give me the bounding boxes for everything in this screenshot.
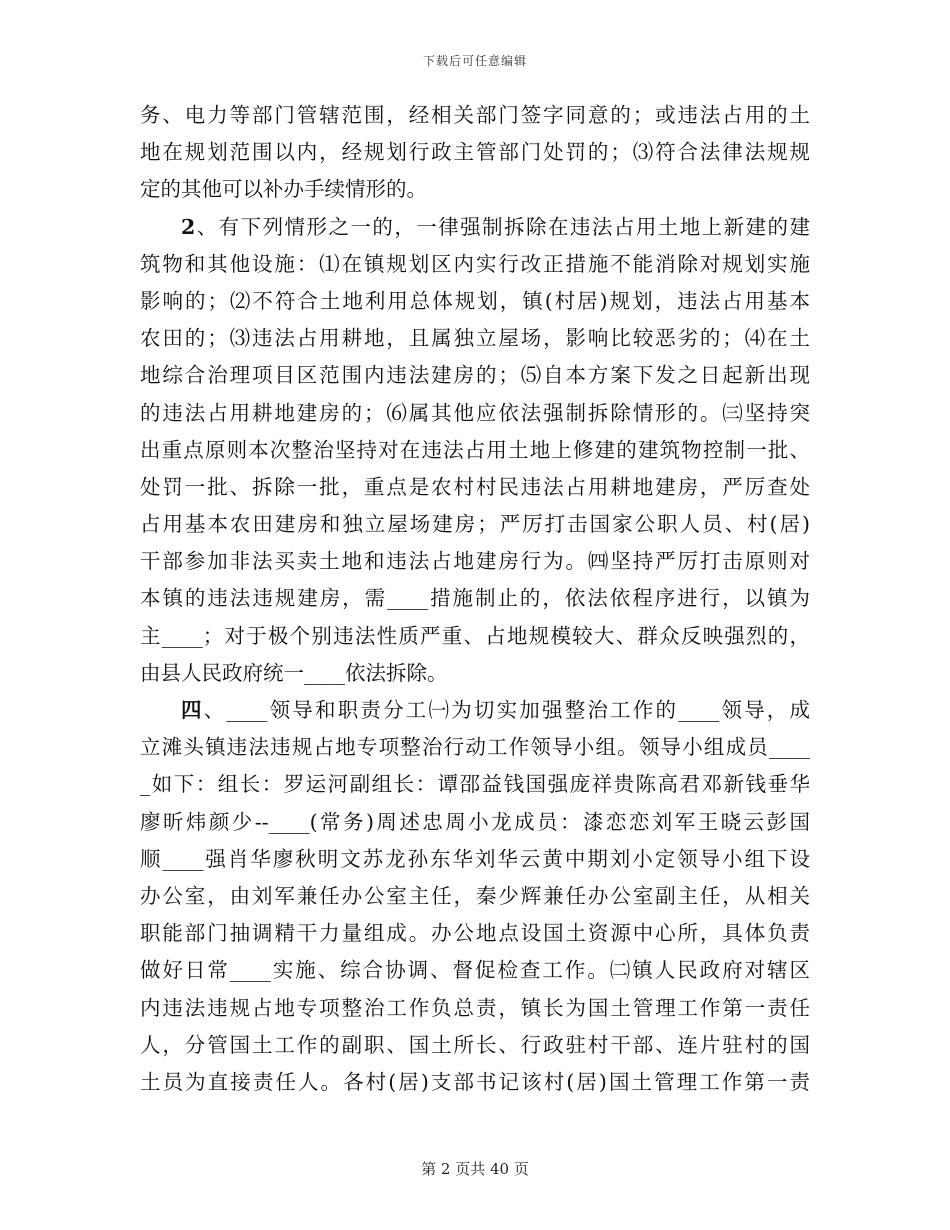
paragraph-item-2-first-line [140, 209, 810, 246]
section-4-first-line [140, 692, 810, 729]
text-line: 人，分管国土工作的副职、国土所长、行政驻村干部、连片驻村的国 [140, 1032, 810, 1057]
text-line: 由县人民政府统一____依法拆除。 [140, 660, 448, 685]
text-line: 职能部门抽调精干力量组成。办公地点设国土资源中心所，具体负责 [140, 921, 810, 946]
document-body [140, 97, 810, 1101]
text-line: 主____；对于极个别违法性质严重、占地规模较大、群众反映强烈的， [140, 623, 810, 648]
text-line: 农田的；⑶违法占用耕地，且属独立屋场，影响比较恶劣的；⑷在土 [140, 326, 810, 351]
section-number: 四 [181, 698, 204, 722]
text-line: 立滩头镇违法违规占地专项整治行动工作领导小组。领导小组成员____ [140, 735, 810, 760]
text-line: 地综合治理项目区范围内违法建房的；⑸自本方案下发之日起新出现 [140, 363, 810, 388]
text-line: 土员为直接责任人。各村(居)支部书记该村(居)国土管理工作第一责 [140, 1069, 810, 1094]
text-line: 做好日常____实施、综合协调、督促检查工作。㈡镇人民政府对辖区 [140, 958, 810, 983]
text-line: 本镇的违法违规建房，需____措施制止的，依法依程序进行，以镇为 [140, 586, 810, 611]
text-line: 内违法违规占地专项整治工作负总责，镇长为国土管理工作第一责任 [140, 995, 810, 1020]
text-line: 影响的；⑵不符合土地利用总体规划，镇(村居)规划，违法占用基本 [140, 288, 810, 313]
text-line: 廖昕炜颜少--____(常务)周述忠周小龙成员：漆恋恋刘军王晓云彭国 [140, 809, 810, 834]
text-line: 占用基本农田建房和独立屋场建房；严厉打击国家公职人员、村(居) [140, 512, 810, 537]
text-segment: 、有下列情形之一的，一律强制拆除在违法占用土地上新建的建 [195, 214, 810, 239]
item-number: 2 [181, 214, 196, 239]
text-line: 处罚一批、拆除一批，重点是农村村民违法占用耕地建房，严厉查处 [140, 474, 810, 499]
text-line: 出重点原则本次整治坚持对在违法占用土地上修建的建筑物控制一批、 [140, 437, 810, 462]
text-line: 办公室，由刘军兼任办公室主任，秦少辉兼任办公室副主任，从相关 [140, 883, 810, 908]
text-segment: 、____领导和职责分工㈠为切实加强整治工作的____领导，成 [203, 698, 811, 722]
text-line: 地在规划范围以内，经规划行政主管部门处罚的；⑶符合法律法规规 [140, 140, 810, 165]
text-line: _如下：组长：罗运河副组长：谭邵益钱国强庞祥贵陈高君邓新钱垂华 [140, 772, 810, 797]
page-footer: 第 2 页共 40 页 [421, 1160, 529, 1178]
text-line: 筑物和其他设施：⑴在镇规划区内实行改正措施不能消除对规划实施 [140, 251, 810, 276]
text-line: 定的其他可以补办手续情形的。 [140, 177, 427, 202]
text-line: 顺____强肖华廖秋明文苏龙孙东华刘华云黄中期刘小定领导小组下设 [140, 846, 810, 871]
page-header: 下载后可任意编辑 [422, 54, 527, 68]
text-line: 干部参加非法买卖土地和违法占地建房行为。㈣坚持严厉打击原则对 [140, 549, 810, 574]
text-line: 务、电力等部门管辖范围，经相关部门签字同意的；或违法占用的土 [140, 103, 810, 127]
text-line: 的违法占用耕地建房的；⑹属其他应依法强制拆除情形的。㈢坚持突 [140, 400, 810, 425]
